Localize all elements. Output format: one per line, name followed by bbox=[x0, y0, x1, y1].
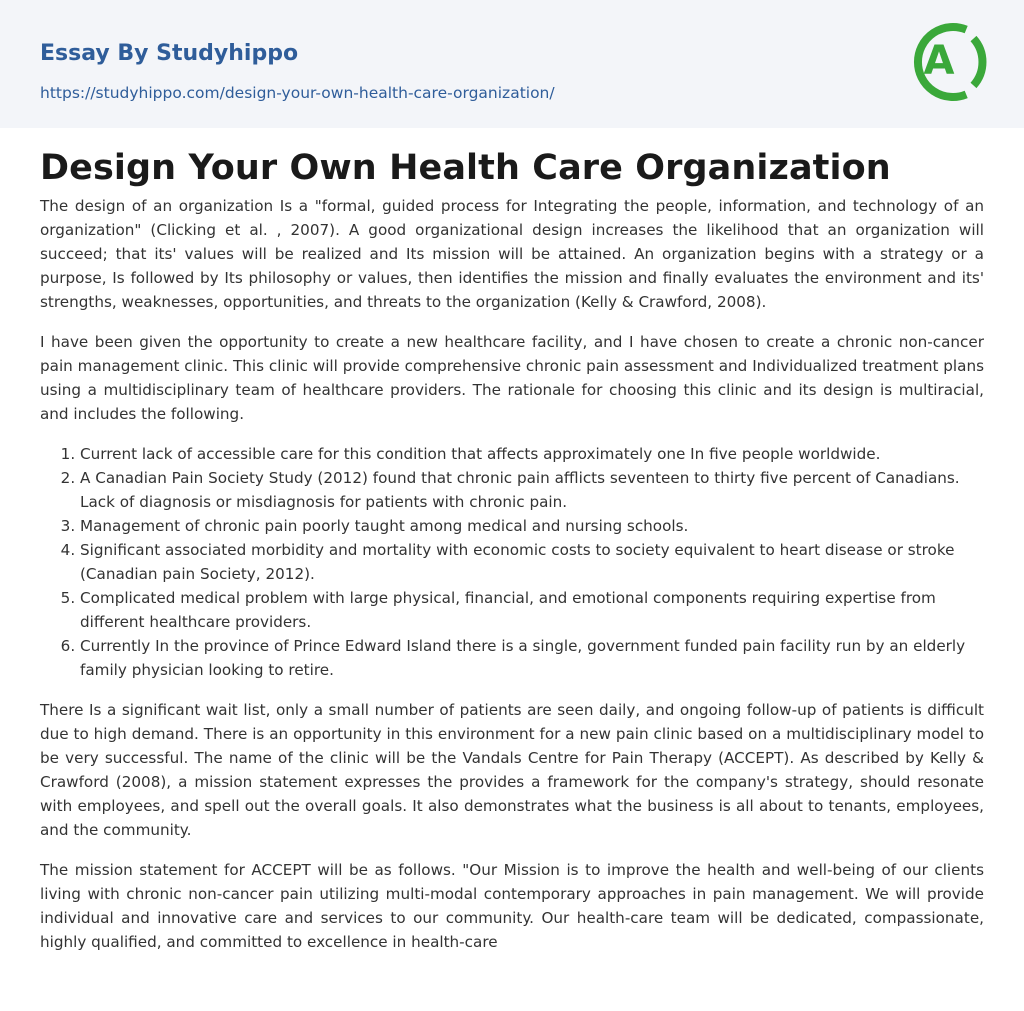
paragraph: I have been given the opportunity to create a new healthcare facility, and I have chosen to create a chronic non-cancer pain management clinic. This clinic will provide comprehensive chronic pain assessment and Individualized treatment plans using a multidisciplinary team of healthcare providers. The rationale for choosing this clinic and its design is multiracial, and includes the following. bbox=[40, 333, 984, 423]
rationale-list bbox=[40, 442, 984, 682]
paragraph: The mission statement for ACCEPT will be as follows. "Our Mission is to improve the health and well-being of our clients living with chronic non-cancer pain utilizing multi-modal contemporary approaches in pain management. We will provide individual and innovative care and services to our community. Our health-care team will be dedicated, compassionate, highly qualified, and committed to excellence in health-care bbox=[40, 861, 984, 951]
list-item: 2. A Canadian Pain Society Study (2012) found that chronic pain afflicts seventeen to thirty five percent of Canadians. Lack of diagnosis or misdiagnosis for patients with chronic pain. bbox=[80, 466, 984, 514]
list-item: 3. Management of chronic pain poorly taught among medical and nursing schools. bbox=[80, 514, 984, 538]
essay-content bbox=[0, 146, 1024, 954]
studyhippo-logo-icon[interactable] bbox=[910, 18, 988, 106]
source-url-link[interactable]: https://studyhippo.com/design-your-own-health-care-organization/ bbox=[40, 84, 555, 102]
logo-letter: A bbox=[923, 38, 955, 84]
page-title: Design Your Own Health Care Organization bbox=[40, 148, 891, 188]
brand-title: Essay By Studyhippo bbox=[40, 41, 299, 66]
list-item: 1. Current lack of accessible care for this condition that affects approximately one In five people worldwide. bbox=[80, 442, 984, 466]
list-item: 5. Complicated medical problem with large physical, financial, and emotional components requiring expertise from different healthcare providers. bbox=[80, 586, 984, 634]
list-item: 4. Significant associated morbidity and mortality with economic costs to society equivalent to heart disease or stroke (Canadian pain Society, 2012). bbox=[80, 538, 984, 586]
list-item: 6. Currently In the province of Prince Edward Island there is a single, government funded pain facility run by an elderly family physician looking to retire. bbox=[80, 634, 984, 682]
paragraph: There Is a significant wait list, only a small number of patients are seen daily, and ongoing follow-up of patients is difficult due to high demand. There is an opportunity in this environment for a new pain clinic based on a multidisciplinary model to be very successful. The name of the clinic will be the Vandals Centre for Pain Therapy (ACCEPT). As described by Kelly & Crawford (2008), a mission statement expresses the provides a framework for the company's strategy, should resonate with employees, and spell out the overall goals. It also demonstrates what the business is all about to tenants, employees, and the community. bbox=[40, 701, 984, 839]
paragraph: The design of an organization Is a "formal, guided process for Integrating the people, information, and technology of an organization" (Clicking et al. , 2007). A good organizational design increases the likelihood that an organization will succeed; that its' values will be realized and Its mission will be attained. An organization begins with a strategy or a purpose, Is followed by Its philosophy or values, then identifies the mission and finally evaluates the environment and its' strengths, weaknesses, opportunities, and threats to the organization (Kelly & Crawford, 2008). bbox=[40, 197, 984, 311]
page-header bbox=[0, 0, 1024, 128]
